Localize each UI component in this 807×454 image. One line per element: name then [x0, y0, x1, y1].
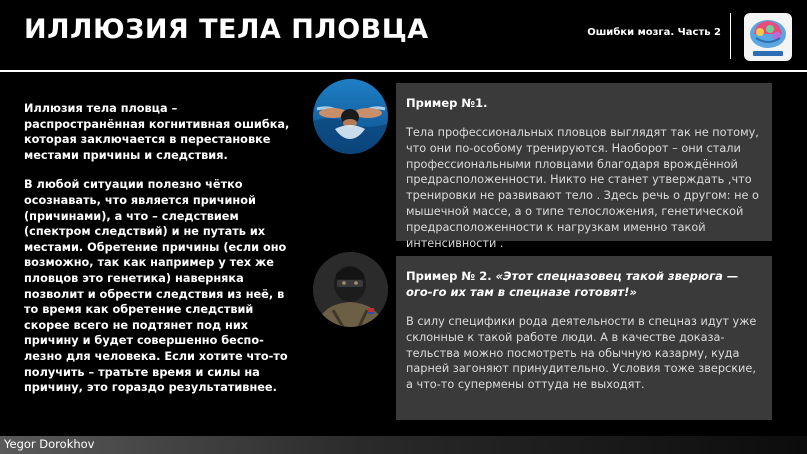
example-1-title: Пример №1.	[406, 96, 488, 110]
example-1-body: Тела профессиональных пловцов выглядят так не потому, что они по-особому тренируются. Наоборот – они стали профессиональными пловцами благодаря врождённой предрасположенности. Никто не станет утверждать ,что тренировки не развивают тело . Здесь речь о другом: не о мышечной массе, а о типе телосложения, генетической предрасположенности к нагрузкам именно такой интенсивности .	[406, 126, 759, 250]
author-name: Yegor Dorokhov	[4, 437, 95, 451]
page-title: ИЛЛЮЗИЯ ТЕЛА ПЛОВЦА	[24, 14, 429, 45]
example-2-quote: «Этот спецназовец такой зверюга — ого-го их там в спецназе готовят!»	[406, 269, 739, 299]
soldier-photo-icon	[313, 252, 388, 327]
example-2-title: Пример № 2.	[406, 269, 492, 283]
brain-logo-icon	[743, 12, 793, 62]
intro-paragraph-2: В любой ситуации полезно чётко осознавать, что является причиной (причинами), а что – следствием (спектром следствий) и не путать их местами. Обретение причины (если оно возможно, так как например у тех же пловцов это генетика) наверняка позволит и обрести следствия из неё, в то время как обретение следствий скорее всего не подтянет под них причину и будет совершенно беспо-лезно для человека. Если хотите что-то получить – тратьте время и силы на причину, это гораздо результативнее.	[24, 178, 288, 395]
example-2-heading	[406, 268, 762, 300]
series-label: Ошибки мозга. Часть 2	[587, 27, 721, 38]
header-rule	[0, 70, 807, 72]
footer-bar	[0, 436, 807, 454]
example-2-body: В силу специфики рода деятельности в спецназ идут уже склонные к такой работе люди. А в качестве доказа-тельства можно посмотреть на обычную казарму, куда парней загоняют принудительно. Условия тоже зверские, а что-то супермены оттуда не выходят.	[406, 315, 757, 392]
intro-text	[24, 101, 292, 410]
example-2-card	[396, 256, 772, 420]
swimmer-photo-icon	[313, 79, 388, 154]
example-1-card	[396, 83, 772, 250]
intro-paragraph-1: Иллюзия тела пловца – распространённая когнитивная ошибка, которая заключается в перестановке местами причины и следствия.	[24, 102, 290, 162]
header-divider	[730, 13, 731, 59]
